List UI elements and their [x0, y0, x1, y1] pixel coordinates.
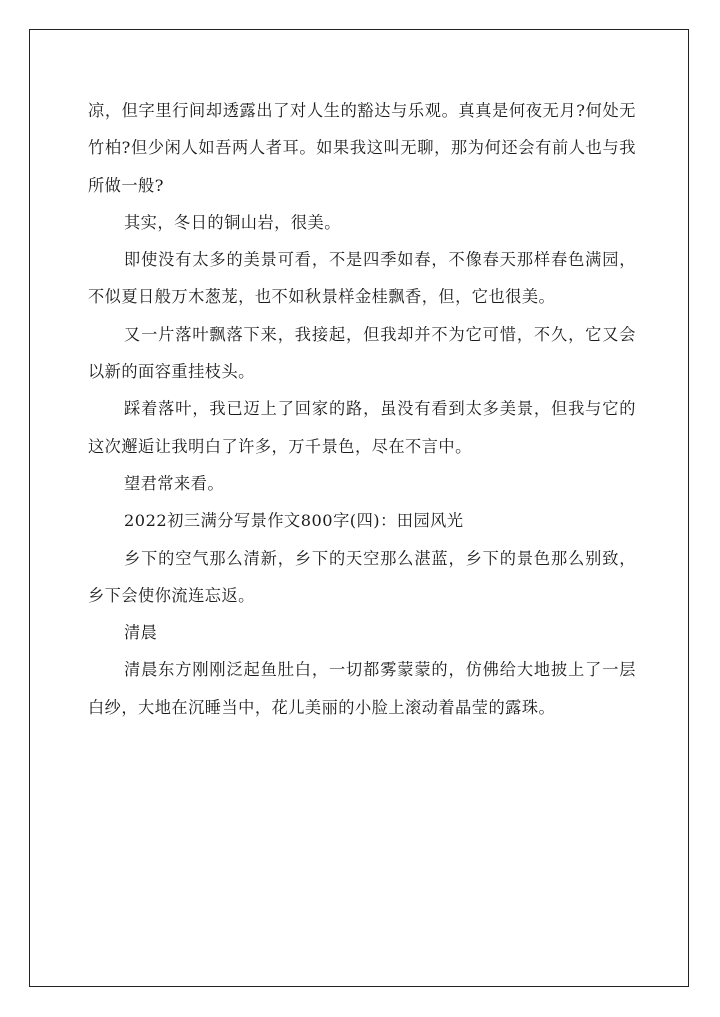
paragraph: 望君常来看。	[124, 473, 225, 493]
paragraph: 清晨东方刚刚泛起鱼肚白，一切都雾蒙蒙的，仿佛给大地披上了一层白纱，大地在沉睡当中，花儿美丽的小脸上滚动着晶莹的露珠。	[88, 660, 636, 717]
document-body	[88, 92, 636, 726]
paragraph: 凉，但字里行间却透露出了对人生的豁达与乐观。真真是何夜无月?何处无竹柏?但少闲人如吾两人者耳。如果我这叫无聊，那为何还会有前人也与我所做一般?	[88, 101, 636, 195]
paragraph: 乡下的空气那么清新，乡下的天空那么湛蓝，乡下的景色那么别致，乡下会使你流连忘返。	[88, 548, 636, 605]
section-heading: 2022初三满分写景作文800字(四)：田园风光	[124, 511, 464, 531]
paragraph: 又一片落叶飘落下来，我接起，但我却并不为它可惜，不久，它又会以新的面容重挂枝头。	[88, 324, 636, 382]
paragraph: 踩着落叶，我已迈上了回家的路，虽没有看到太多美景，但我与它的这次邂逅让我明白了许多，万千景色，尽在不言中。	[88, 399, 636, 456]
subsection-heading: 清晨	[124, 623, 158, 643]
paragraph: 即使没有太多的美景可看，不是四季如春，不像春天那样春色满园，不似夏日般万木葱茏，也不如秋景样金桂飘香，但，它也很美。	[88, 250, 636, 307]
paragraph: 其实，冬日的铜山岩，很美。	[124, 212, 341, 232]
